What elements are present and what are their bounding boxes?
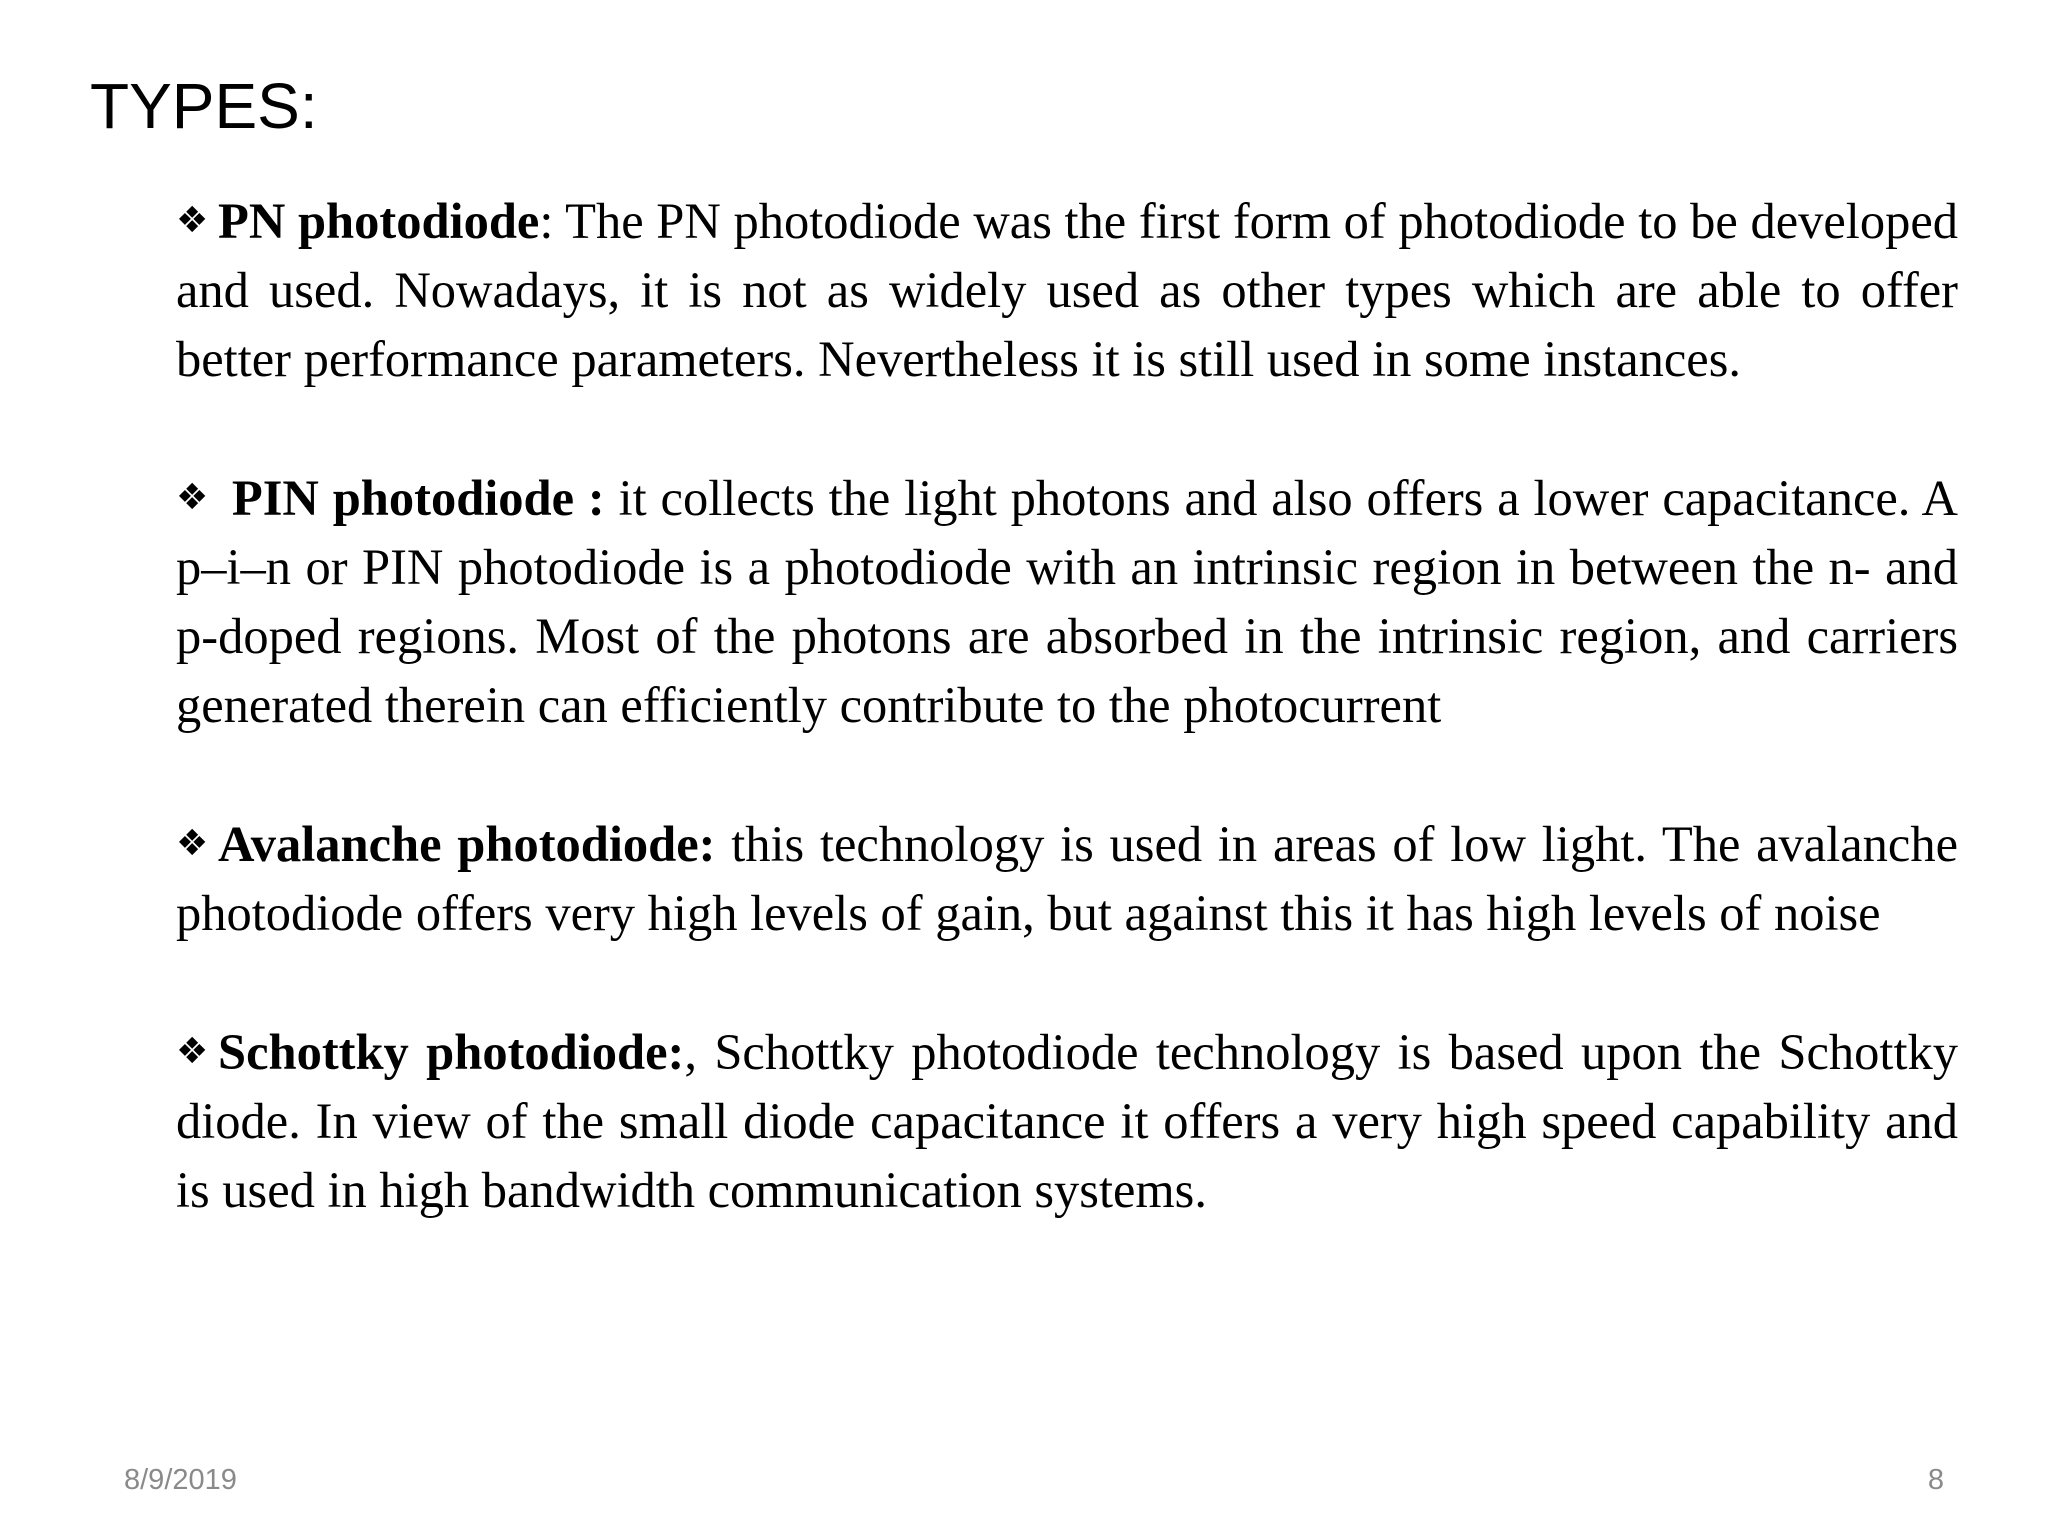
diamond-bullet-icon: ❖ — [176, 823, 209, 864]
item-text: it collects the light photons and also offers a lower capacitance. A p–i–n or PIN photodiode is a photodiode with an intrinsic region in between the n- and p-doped regions. Most of the photons are absorbed in the intrinsic region, and carriers generated therein can efficiently contribute to the photocurrent — [176, 470, 1958, 733]
footer-date: 8/9/2019 — [124, 1464, 237, 1496]
item-text: Schottky photodiode technology is based upon the Schottky diode. In view of the small diode capacitance it offers a very high speed capability and is used in high bandwidth communication systems. — [176, 1024, 1958, 1218]
slide-title: TYPES: — [90, 70, 318, 142]
types-list — [176, 186, 1958, 1225]
diamond-bullet-icon: ❖ — [176, 1031, 209, 1072]
list-item-pn — [176, 186, 1958, 394]
list-item-schottky — [176, 1017, 1958, 1225]
item-text: The PN photodiode was the first form of photodiode to be developed and used. Nowadays, it is not as widely used as other types which are able to offer better performance parameters. Nevertheless it is still used in some instances. — [176, 193, 1959, 387]
item-term: PIN photodiode : — [218, 470, 605, 526]
item-term: Avalanche photodiode: — [218, 816, 716, 872]
item-text: this technology is used in areas of low light. The avalanche photodiode offers very high levels of gain, but against this it has high levels of noise — [176, 816, 1958, 941]
item-separator: : — [539, 193, 554, 249]
list-item-pin — [176, 463, 1958, 740]
footer-page-number: 8 — [1927, 1464, 1944, 1496]
diamond-bullet-icon: ❖ — [176, 200, 209, 241]
diamond-bullet-icon: ❖ — [176, 477, 209, 518]
item-separator: , — [684, 1024, 697, 1080]
item-term: PN photodiode — [218, 193, 540, 249]
list-item-avalanche — [176, 809, 1958, 948]
item-term: Schottky photodiode: — [218, 1024, 685, 1080]
